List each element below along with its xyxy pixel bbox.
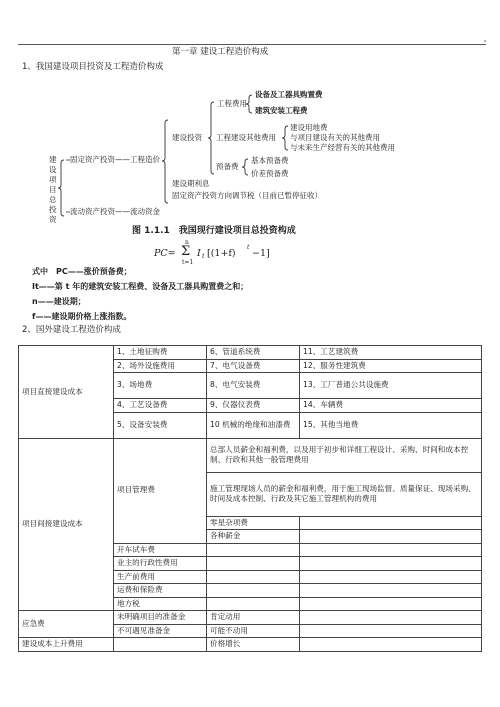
indirect-item: 开车试车费 (114, 543, 207, 557)
table-cell: 5、设备安装费 (114, 412, 207, 438)
table-cell (300, 530, 482, 544)
note-line-1: 式中 PC——涨价预备费； (32, 267, 132, 276)
tree-other-cost: 工程建设其他费用 (216, 133, 276, 142)
table-cell: 11、工艺建筑费 (300, 346, 482, 360)
formula-body: I (197, 248, 201, 259)
indirect-item: 地方税 (114, 597, 207, 611)
mgmt-item: 施工管理现场人员的薪金和福利费，用于施工现场监督、质量保证、现场采购、时间及成本控制、行政及其它施工管理机构的费用 (207, 472, 482, 516)
tree-future-other: 与未来生产经营有关的其他费用 (290, 143, 395, 152)
table-cell: 7、电气设备费 (207, 359, 300, 373)
table-cell: 肯定动用 (207, 611, 300, 625)
mgmt-fee-label: 项目管理费 (114, 438, 207, 543)
sum-symbol: Σ (181, 244, 191, 259)
tree-reserve: 预备费 (216, 162, 239, 171)
table-cell: 未明确项目的准备金 (114, 611, 207, 625)
chapter-title: 第一章 建设工程造价构成 (172, 47, 269, 57)
formula-sum-bottom: t=1 (182, 259, 194, 266)
note-line-4: f——建设期价格上涨指数。 (32, 312, 132, 321)
table-cell: 价格增长 (207, 638, 300, 652)
table-cell: 3、场地费 (114, 373, 207, 399)
tree-root-char: 建 (49, 155, 57, 164)
section2-title: 2、国外建设工程造价构成 (22, 325, 121, 335)
formula-sum-top: n (185, 239, 189, 246)
svg-text:总: 总 (49, 195, 57, 204)
tree-current-asset: 流动资产投资——流动资金 (70, 207, 160, 216)
table-cell: 13、工厂普通公共设施费 (300, 373, 482, 399)
figure-caption: 图 1.1.1 我国现行建设项目总投资构成 (132, 226, 296, 236)
section1-title: 1、我国建设项目投资及工程造价构成 (22, 62, 164, 72)
table-cell (207, 597, 300, 611)
indirect-cost-label: 项目间接建设成本 (19, 438, 114, 611)
svg-text:设: 设 (49, 165, 57, 174)
table-cell (300, 570, 482, 584)
tree-basic-reserve: 基本预备费 (251, 156, 289, 165)
escalation-label: 建设成本上升费用 (19, 638, 114, 652)
table-cell (207, 543, 300, 557)
svg-text:项: 项 (49, 175, 57, 184)
svg-text:目: 目 (49, 185, 57, 194)
table-cell: 9、仪器仪表费 (207, 399, 300, 413)
table-cell (300, 543, 482, 557)
table-cell: 12、服务性建筑费 (300, 359, 482, 373)
formula-body-rest: [(1+f) (207, 248, 236, 259)
table-cell (300, 624, 482, 638)
table-cell: 1、土地征购费 (114, 346, 207, 360)
table-cell (207, 570, 300, 584)
tree-installation-cost: 建筑安装工程费 (255, 106, 308, 115)
table-cell: 14、车辆费 (300, 399, 482, 413)
table-row (19, 438, 482, 472)
tree-price-reserve: 价差预备费 (251, 169, 289, 178)
table-cell: 10 机械的绝缘和油漆费 (207, 412, 300, 438)
table-cell (300, 597, 482, 611)
table-cell: 6、管道系统费 (207, 346, 300, 360)
table-row (19, 346, 482, 360)
table-cell: 2、场外设施费用 (114, 359, 207, 373)
note-line-2: It——第 t 年的建筑安装工程费、设备及工器具购置费之和； (32, 282, 249, 291)
table-cell: 不可遇见准备金 (114, 624, 207, 638)
direct-cost-label: 项目直接建设成本 (19, 346, 114, 439)
table-cell (300, 611, 482, 625)
table-cell (300, 638, 482, 652)
formula (148, 240, 288, 266)
table-cell (300, 557, 482, 571)
indirect-item: 生产前费用 (114, 570, 207, 584)
mgmt-item: 各种薪金 (207, 530, 300, 544)
tree-construction-investment: 建设投资 (172, 133, 202, 142)
table-cell: 8、电气安装费 (207, 373, 300, 399)
contingency-label: 应急费 (19, 611, 114, 638)
svg-text:投: 投 (49, 205, 57, 214)
table-cell (300, 584, 482, 598)
note-line-3: n——建设期； (32, 297, 86, 306)
table-cell (207, 557, 300, 571)
formula-body-sub: t (202, 253, 205, 260)
tree-equipment-cost: 设备及工器具购置费 (255, 90, 323, 99)
table-cell: 4、工艺设备费 (114, 399, 207, 413)
formula-lhs: PC= (154, 248, 176, 259)
tree-adjust-tax: 固定资产投资方向调节税（目前已暂停征收） (172, 191, 322, 200)
foreign-cost-table (18, 345, 482, 652)
tree-engineering-cost: 工程费用 (217, 99, 247, 108)
tree-fixed-asset: 固定资产投资——工程造价 (70, 155, 160, 164)
table-cell (207, 584, 300, 598)
formula-tail: −1] (252, 248, 270, 259)
table-cell: 可能不动用 (207, 624, 300, 638)
tree-land-fee: 建设用地费 (290, 123, 328, 132)
tree-related-other: 与项目建设有关的其他费用 (290, 133, 380, 142)
mgmt-item: 总部人员薪金和福利费，以及用于初步和详细工程设计、采购、时间和成本控制、行政和其他一般管理费用 (207, 438, 482, 472)
table-row (19, 611, 482, 625)
formula-power: t (247, 244, 250, 251)
indirect-item: 业主的行政性费用 (114, 557, 207, 571)
indirect-item: 运费和保险费 (114, 584, 207, 598)
table-cell (114, 638, 207, 652)
tree-loan-interest: 建设期利息 (172, 179, 210, 188)
table-cell (300, 516, 482, 530)
table-row (19, 638, 482, 652)
table-cell: 15、其他当地费 (300, 412, 482, 438)
mgmt-item: 零星杂项费 (207, 516, 300, 530)
svg-text:资: 资 (49, 215, 57, 224)
